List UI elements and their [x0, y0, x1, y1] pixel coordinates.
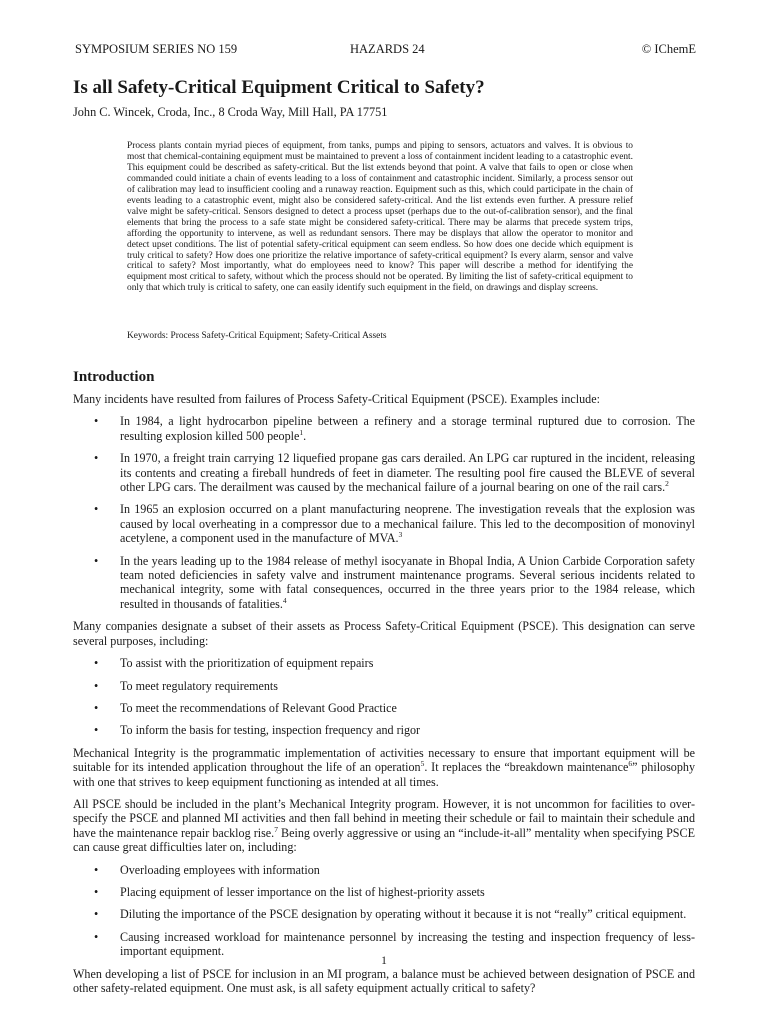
bullet-icon: • — [94, 678, 99, 693]
purposes-lead: Many companies designate a subset of their assets as Process Safety-Critical Equipment (PSCE). This designation can serve several purposes, including: — [73, 619, 695, 648]
author-line: John C. Wincek, Croda, Inc., 8 Croda Way, Mill Hall, PA 17751 — [73, 105, 388, 119]
mechanical-integrity-paragraph: Mechanical Integrity is the programmatic implementation of activities necessary to ensure that important equipment will be suitable for its intended application throughout the life of an operation$^5$. It replaces the “breakdown maintenance$^6$” philosophy with one that strives to keep equipment functioning as intended at all times. — [73, 745, 695, 789]
list-item: • In 1984, a light hydrocarbon pipeline between a refinery and a storage terminal ruptured due to corrosion. The resulting explosion killed 500 people$^1$. — [94, 414, 695, 443]
footnote-ref: 6 — [628, 759, 633, 769]
abstract: Process plants contain myriad pieces of equipment, from tanks, pumps and piping to sensors, actuators and valves. It is obvious to most that chemical-containing equipment must be maintained to prevent a loss of containment incident leading to a catastrophic event. This equipment could be described as safety-critical. But the list extends beyond that point. A valve that fails to open or close when commanded could initiate a chain of events leading to a loss of containment and catastrophic incident. Similarly, a process sensor out of calibration may lead to insufficient cooling and a runaway reaction. Equipment such as this, which could participate in the chain of events leading to a catastrophic event, might also be considered safety-critical. And the list extends even further. A pressure relief valve might be safety-critical. Sensors designed to detect a process upset (perhaps due to the out-of-calibration sensor), and the final elements that bring the process to a safe state might be considered safety-critical. There may be alarms that precede system trips, affording the opportunity to intervene, as well as redundant sensors. There may be displays that allow the operator to monitor and detect upset conditions. The list of potential safety-critical equipment can seem endless. So how does one decide which equipment is truly critical to safety? How does one prioritize the relative importance of safety-critical equipment? Is every alarm, sensor and valve critical to safety? Most importantly, what do employees need to know? This paper will describe a method for identifying the equipment most critical to safety, without which the process should not be operated. By limiting the list of safety-critical equipment to only that which truly is critical to safety, one can easily identify such equipment in the field, on drawings and display screens. — [127, 141, 633, 294]
bullet-icon: • — [94, 656, 99, 671]
bullet-icon: • — [94, 700, 99, 715]
bullet-icon: • — [94, 884, 99, 899]
header-series: SYMPOSIUM SERIES NO 159 — [75, 42, 238, 56]
footnote-ref: 5 — [420, 759, 425, 769]
footnote-ref: 2 — [665, 479, 669, 488]
list-item: • To meet the recommendations of Relevant Good Practice — [94, 700, 397, 715]
list-item: • To meet regulatory requirements — [94, 678, 278, 693]
footnote-ref: 1 — [299, 427, 304, 437]
header-event: HAZARDS 24 — [350, 42, 425, 56]
page-number: 1 — [381, 955, 387, 967]
body-text — [73, 392, 695, 1003]
list-item: • In 1970, a freight train carrying 12 liquefied propane gas cars derailed. An LPG car ruptured in the incident, releasing its contents and creating a fireball hundreds of feet in diameter. The resulting pool fire caused the BLEVE of several other LPG cars. The derailment was caused by the mechanical failure of a journal bearing on one of the rail cars.$^2$ — [94, 451, 695, 495]
footnote-ref: 4 — [282, 595, 287, 605]
running-header — [75, 42, 696, 58]
keywords: Keywords: Process Safety-Critical Equipment; Safety-Critical Assets — [127, 331, 387, 341]
bullet-icon: • — [94, 451, 99, 466]
list-item: • In 1965 an explosion occurred on a plant manufacturing neoprene. The investigation reveals that the explosion was caused by local overheating in a compressor due to a mechanical failure. This led to the decomposition of monovinyl acetylene, a component used in the manufacture of MVA.$^3$ — [94, 502, 695, 546]
list-item: • Placing equipment of lesser importance on the list of highest-priority assets — [94, 884, 485, 899]
list-item: • To assist with the prioritization of equipment repairs — [94, 656, 374, 671]
list-item: • In the years leading up to the 1984 release of methyl isocyanate in Bhopal India, A Union Carbide Corporation safety team noted deficiencies in safety valve and instrument maintenance programs. Several serious incidents related to mechanical integrity, some with fatal consequences, occurred in the three years prior to the 1984 release, which resulted in thousands of fatalities.$^4$ — [94, 553, 695, 611]
footnote-ref: 3 — [398, 530, 403, 540]
bullet-icon: • — [94, 553, 99, 568]
section-heading-introduction: Introduction — [73, 369, 155, 385]
incident-list — [73, 414, 695, 611]
intro-lead: Many incidents have resulted from failures of Process Safety-Critical Equipment (PSCE). Examples include: — [73, 392, 600, 406]
header-copyright: © IChemE — [641, 42, 696, 56]
bullet-icon: • — [94, 414, 99, 429]
psce-paragraph: All PSCE should be included in the plant’s Mechanical Integrity program. However, it is not uncommon for facilities to over-specify the PSCE and planned MI activities and then fall behind in meeting their schedule or fail to maintain their schedule and have the maintenance repair backlog rise.$^7$ Being overly aggressive or using an “include-it-all” mentality when specifying PSCE can cause great difficulties later on, including: — [73, 796, 695, 855]
difficulties-list — [73, 863, 695, 959]
list-item: • Overloading employees with information — [94, 862, 320, 877]
bullet-icon: • — [94, 907, 99, 922]
bullet-icon: • — [94, 929, 99, 944]
list-item: • Causing increased workload for maintenance personnel by increasing the testing and inspection frequency of less-important equipment. — [94, 929, 695, 959]
purposes-list — [73, 656, 695, 738]
footnote-ref: 7 — [274, 824, 278, 834]
closing-paragraph: When developing a list of PSCE for inclusion in an MI program, a balance must be achieved between designation of PSCE and other safety-related equipment. One must ask, is all safety equipment actually critical to safety? — [73, 966, 695, 995]
list-item: • Diluting the importance of the PSCE designation by operating without it because it is not “really” critical equipment. — [94, 907, 687, 922]
bullet-icon: • — [94, 723, 99, 738]
bullet-icon: • — [94, 862, 99, 877]
bullet-icon: • — [94, 502, 99, 517]
paper-title: Is all Safety-Critical Equipment Critical to Safety? — [73, 77, 485, 98]
list-item: • To inform the basis for testing, inspection frequency and rigor — [94, 723, 421, 738]
